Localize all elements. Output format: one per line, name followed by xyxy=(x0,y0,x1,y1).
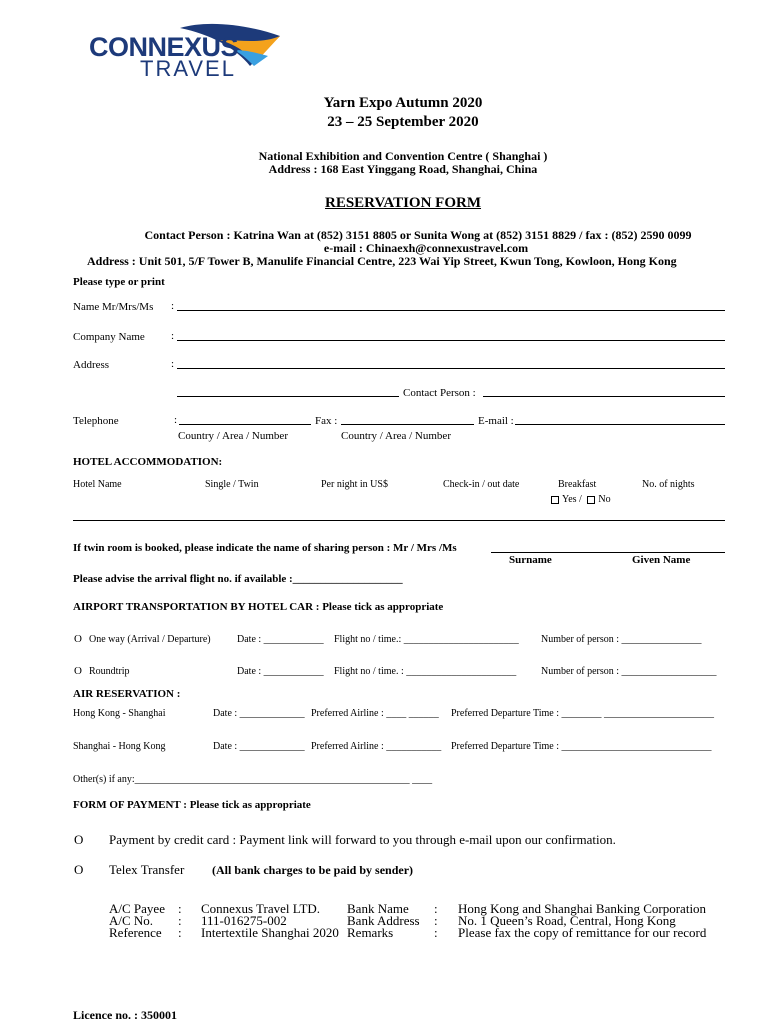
hotel-entry-line[interactable] xyxy=(73,520,725,521)
others-field[interactable]: Other(s) if any:_______________________________________________________ ____ xyxy=(73,774,433,785)
route-sha-hkg: Shanghai - Hong Kong xyxy=(73,741,166,752)
roundtrip-radio[interactable]: O xyxy=(74,665,82,677)
sha-hkg-time-field[interactable]: Preferred Departure Time : ______________________________ xyxy=(451,741,712,752)
airport-transport-heading: AIRPORT TRANSPORTATION BY HOTEL CAR : Please tick as appropriate xyxy=(73,601,444,613)
colon: : xyxy=(434,913,438,928)
colon: : xyxy=(178,913,182,928)
address-label: Address xyxy=(73,359,110,371)
air-reservation-heading: AIR RESERVATION : xyxy=(73,688,181,700)
licence-number: Licence no. : 350001 xyxy=(73,1008,177,1022)
name-field[interactable] xyxy=(177,310,725,311)
one-way-date-field[interactable]: Date : ____________ xyxy=(237,634,324,645)
hkg-sha-airline-field[interactable]: Preferred Airline : ____ ______ xyxy=(311,708,439,719)
roundtrip-label: Roundtrip xyxy=(89,666,130,677)
hotel-heading: HOTEL ACCOMMODATION: xyxy=(73,456,223,468)
email-label: E-mail : xyxy=(478,415,514,427)
one-way-flight-field[interactable]: Flight no / time.: _______________________ xyxy=(334,634,519,645)
breakfast-no-checkbox[interactable] xyxy=(587,496,595,504)
telephone-format-hint: Country / Area / Number xyxy=(178,430,288,442)
contact-person-field[interactable] xyxy=(483,396,725,397)
colon: : xyxy=(171,330,175,342)
colon: : xyxy=(171,300,175,312)
col-hotel-name: Hotel Name xyxy=(73,479,122,490)
logo-wordmark-travel: TRAVEL xyxy=(140,56,236,81)
event-title: Yarn Expo Autumn 2020 xyxy=(323,95,483,111)
arrival-flight-field[interactable]: Please advise the arrival flight no. if available :____________________ xyxy=(73,573,403,585)
logo-wordmark-connexus: CONNEXUS xyxy=(89,32,239,62)
telex-transfer-label: Telex Transfer xyxy=(109,862,185,877)
telephone-label: Telephone xyxy=(73,415,119,427)
address-field[interactable] xyxy=(177,368,725,369)
one-way-label: One way (Arrival / Departure) xyxy=(89,634,211,645)
contact-address: Address : Unit 501, 5/F Tower B, Manulife Financial Centre, 223 Wai Yip Street, Kwun Tong, Kowloon, Hong Kong xyxy=(87,254,677,268)
contact-person-label: Contact Person : xyxy=(403,387,476,399)
company-label: Company Name xyxy=(73,331,145,343)
ac-payee-value: Connexus Travel LTD. xyxy=(201,901,321,916)
remarks-label: Remarks xyxy=(347,925,394,940)
venue-address: Address : 168 East Yinggang Road, Shanghai, China xyxy=(268,162,538,176)
telex-transfer-radio[interactable]: O xyxy=(74,862,84,877)
payment-heading: FORM OF PAYMENT : Please tick as appropriate xyxy=(73,799,311,811)
event-dates: 23 – 25 September 2020 xyxy=(327,114,479,130)
col-nights: No. of nights xyxy=(642,479,695,490)
ac-payee-label: A/C Payee xyxy=(109,901,165,916)
hkg-sha-date-field[interactable]: Date : _____________ xyxy=(213,708,305,719)
col-breakfast: Breakfast xyxy=(558,479,597,490)
breakfast-no-label: No xyxy=(598,494,611,505)
col-per-night: Per night in US$ xyxy=(321,479,388,490)
colon: : xyxy=(171,358,175,370)
one-way-radio[interactable]: O xyxy=(74,633,82,645)
form-title: RESERVATION FORM xyxy=(324,195,482,211)
hkg-sha-time-field[interactable]: Preferred Departure Time : ________ ______________________ xyxy=(451,708,715,719)
email-field[interactable] xyxy=(515,424,725,425)
reference-label: Reference xyxy=(109,925,162,940)
bank-address-label: Bank Address xyxy=(347,913,420,928)
colon: : xyxy=(178,925,182,940)
name-label: Name Mr/Mrs/Ms xyxy=(73,301,154,313)
bank-address-value: No. 1 Queen’s Road, Central, Hong Kong xyxy=(458,913,676,928)
fax-format-hint: Country / Area / Number xyxy=(341,430,451,442)
sha-hkg-date-field[interactable]: Date : _____________ xyxy=(213,741,305,752)
address-field-2[interactable] xyxy=(177,396,399,397)
breakfast-yes-label: Yes / xyxy=(562,494,582,505)
colon: : xyxy=(434,901,438,916)
bank-name-label: Bank Name xyxy=(347,901,409,916)
surname-label: Surname xyxy=(509,554,552,566)
venue-name: National Exhibition and Convention Centre ( Shanghai ) xyxy=(258,149,548,163)
one-way-persons-field[interactable]: Number of person : ________________ xyxy=(541,634,702,645)
roundtrip-date-field[interactable]: Date : ____________ xyxy=(237,666,324,677)
credit-card-label: Payment by credit card : Payment link will forward to you through e-mail upon our confirmation. xyxy=(109,832,616,847)
reference-value: Intertextile Shanghai 2020 xyxy=(201,925,339,940)
bank-charges-note: (All bank charges to be paid by sender) xyxy=(212,863,414,877)
bank-name-value: Hong Kong and Shanghai Banking Corporation xyxy=(458,901,707,916)
telephone-field[interactable] xyxy=(179,424,311,425)
breakfast-options xyxy=(548,494,611,505)
remarks-value: Please fax the copy of remittance for our record xyxy=(458,925,707,940)
credit-card-radio[interactable]: O xyxy=(74,832,84,847)
col-check-in-out: Check-in / out date xyxy=(443,479,520,490)
roundtrip-persons-field[interactable]: Number of person : ___________________ xyxy=(541,666,717,677)
fax-label: Fax : xyxy=(315,415,338,427)
contact-line-1: Contact Person : Katrina Wan at (852) 3151 8805 or Sunita Wong at (852) 3151 8829 / fax : (852) 2590 0099 xyxy=(144,228,692,242)
please-type-note: Please type or print xyxy=(73,276,165,288)
ac-no-value: 111-016275-002 xyxy=(201,913,287,928)
roundtrip-flight-field[interactable]: Flight no / time. : ______________________ xyxy=(334,666,517,677)
sha-hkg-airline-field[interactable]: Preferred Airline : ___________ xyxy=(311,741,442,752)
route-hkg-sha: Hong Kong - Shanghai xyxy=(73,708,166,719)
colon: : xyxy=(178,901,182,916)
colon: : xyxy=(174,414,178,426)
ac-no-label: A/C No. xyxy=(109,913,154,928)
given-name-label: Given Name xyxy=(632,554,691,566)
company-field[interactable] xyxy=(177,340,725,341)
sharing-person-field[interactable] xyxy=(491,552,725,553)
fax-field[interactable] xyxy=(341,424,474,425)
colon: : xyxy=(434,925,438,940)
col-single-twin: Single / Twin xyxy=(205,479,259,490)
breakfast-yes-checkbox[interactable] xyxy=(551,496,559,504)
contact-email: e-mail : Chinaexh@connexustravel.com xyxy=(323,241,529,255)
twin-room-instruction: If twin room is booked, please indicate the name of sharing person : Mr / Mrs /Ms xyxy=(73,542,457,554)
